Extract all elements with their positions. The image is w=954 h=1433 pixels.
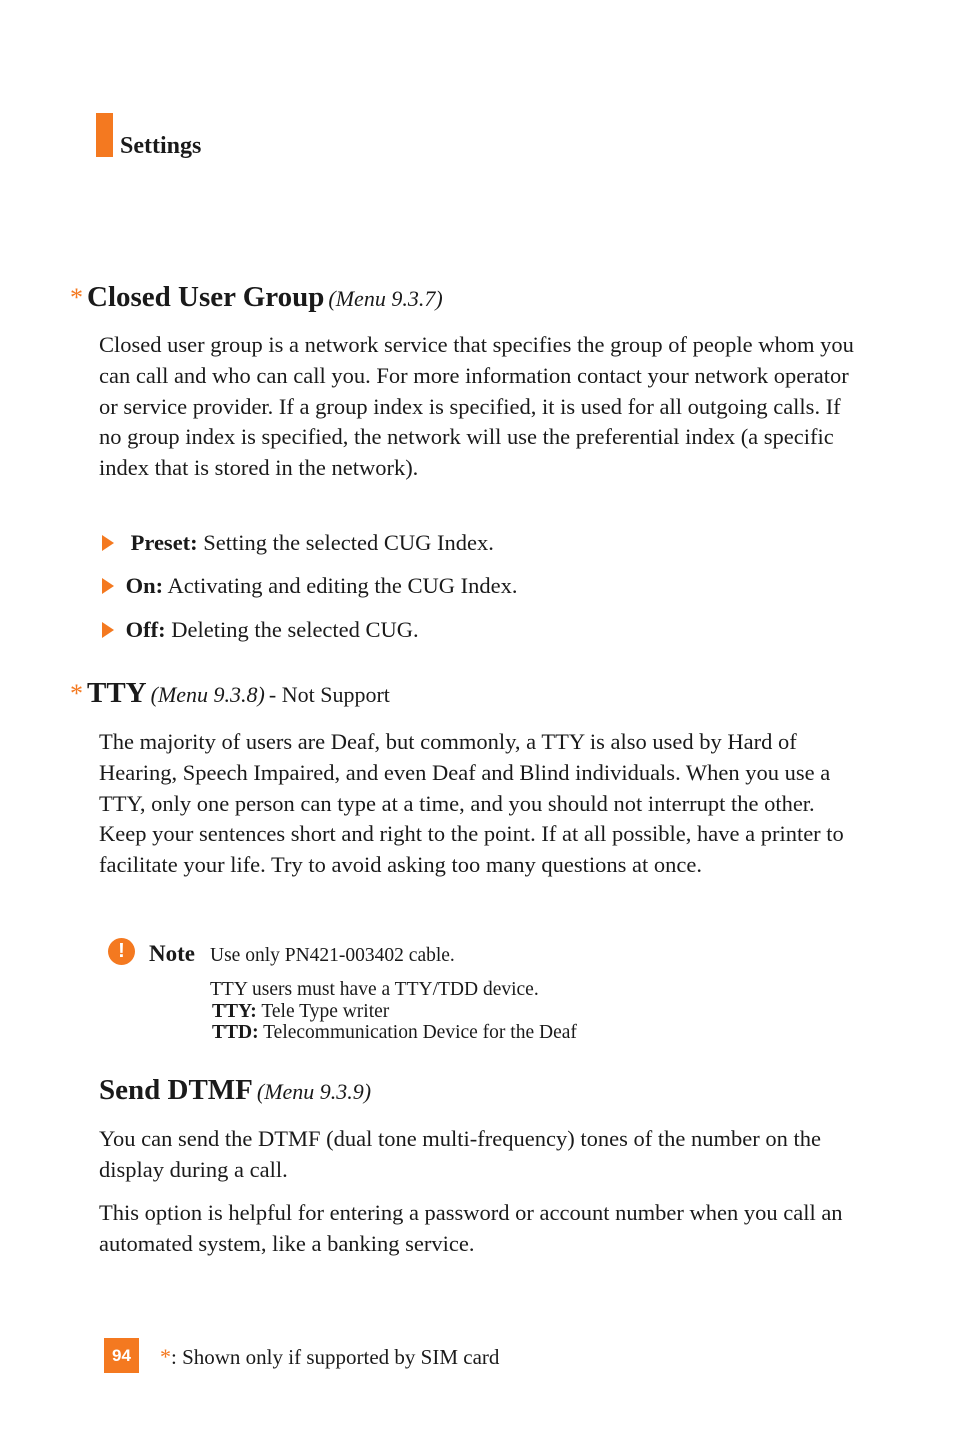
bullet-text: Deleting the selected CUG. xyxy=(171,617,419,642)
tty-menu-ref: (Menu 9.3.8) xyxy=(150,682,265,707)
sim-footnote xyxy=(160,1342,499,1372)
bullet-label: Off: xyxy=(125,617,166,642)
cug-bullet-on xyxy=(102,571,517,601)
cug-menu-ref: (Menu 9.3.7) xyxy=(328,286,443,311)
note-label: Note xyxy=(149,941,195,966)
tty-def-label: TTY: xyxy=(212,1001,257,1022)
triangle-bullet-icon xyxy=(102,622,114,638)
bullet-text: Setting the selected CUG Index. xyxy=(203,530,494,555)
dtmf-heading xyxy=(99,1074,371,1107)
dtmf-menu-ref: (Menu 9.3.9) xyxy=(256,1079,372,1104)
header-tab-marker xyxy=(96,113,113,157)
exclamation-icon: ! xyxy=(108,938,135,965)
sim-asterisk-icon: * xyxy=(160,1344,171,1369)
dtmf-title: Send DTMF xyxy=(99,1074,253,1106)
footnote-text: : Shown only if supported by SIM card xyxy=(171,1345,500,1369)
cug-title: Closed User Group xyxy=(87,281,325,313)
bullet-text: Activating and editing the CUG Index. xyxy=(167,573,518,598)
triangle-bullet-icon xyxy=(102,578,114,594)
page-number: 94 xyxy=(104,1338,139,1373)
bullet-label: On: xyxy=(125,573,164,598)
ttd-def-label: TTD: xyxy=(212,1022,259,1043)
cug-bullet-off xyxy=(102,615,419,645)
dtmf-paragraph-1: You can send the DTMF (dual tone multi-frequency) tones of the number on the display during a call. xyxy=(99,1126,821,1182)
note-line-device: TTY users must have a TTY/TDD device. xyxy=(210,979,539,1000)
cug-heading xyxy=(70,281,443,314)
note-line-tty xyxy=(212,1001,389,1023)
tty-support-status: - Not Support xyxy=(268,682,390,707)
note-line-cable: Use only PN421-003402 cable. xyxy=(210,945,455,966)
triangle-bullet-icon xyxy=(102,535,114,551)
tty-heading xyxy=(70,677,390,710)
bullet-label: Preset: xyxy=(130,530,198,555)
tty-def-text: Tele Type writer xyxy=(261,1001,390,1022)
ttd-def-text: Telecommunication Device for the Deaf xyxy=(263,1022,577,1043)
page-header-title: Settings xyxy=(120,133,202,159)
sim-asterisk-icon: * xyxy=(70,679,83,708)
tty-title: TTY xyxy=(87,677,147,709)
note-line-ttd xyxy=(212,1022,577,1044)
tty-paragraph: The majority of users are Deaf, but commonly, a TTY is also used by Hard of Hearing, Speech Impaired, and even Deaf and Blind individuals. When you use a TTY, only one person can type at a time, and you should not interrupt the other. Keep your sentences short and right to the point. If at all possible, have a printer to facilitate your life. Try to avoid asking too many questions at once. xyxy=(99,729,844,878)
dtmf-paragraph-2: This option is helpful for entering a password or account number when you call an automated system, like a banking service. xyxy=(99,1200,843,1256)
sim-asterisk-icon: * xyxy=(70,283,83,312)
cug-paragraph: Closed user group is a network service that specifies the group of people whom you can call and who can call you. For more information contact your network operator or service provider. If a group index is specified, it is used for all outgoing calls. If no group index is specified, the network will use the preferential index (a specific index that is stored in the network). xyxy=(99,332,854,481)
cug-bullet-preset xyxy=(102,528,494,558)
